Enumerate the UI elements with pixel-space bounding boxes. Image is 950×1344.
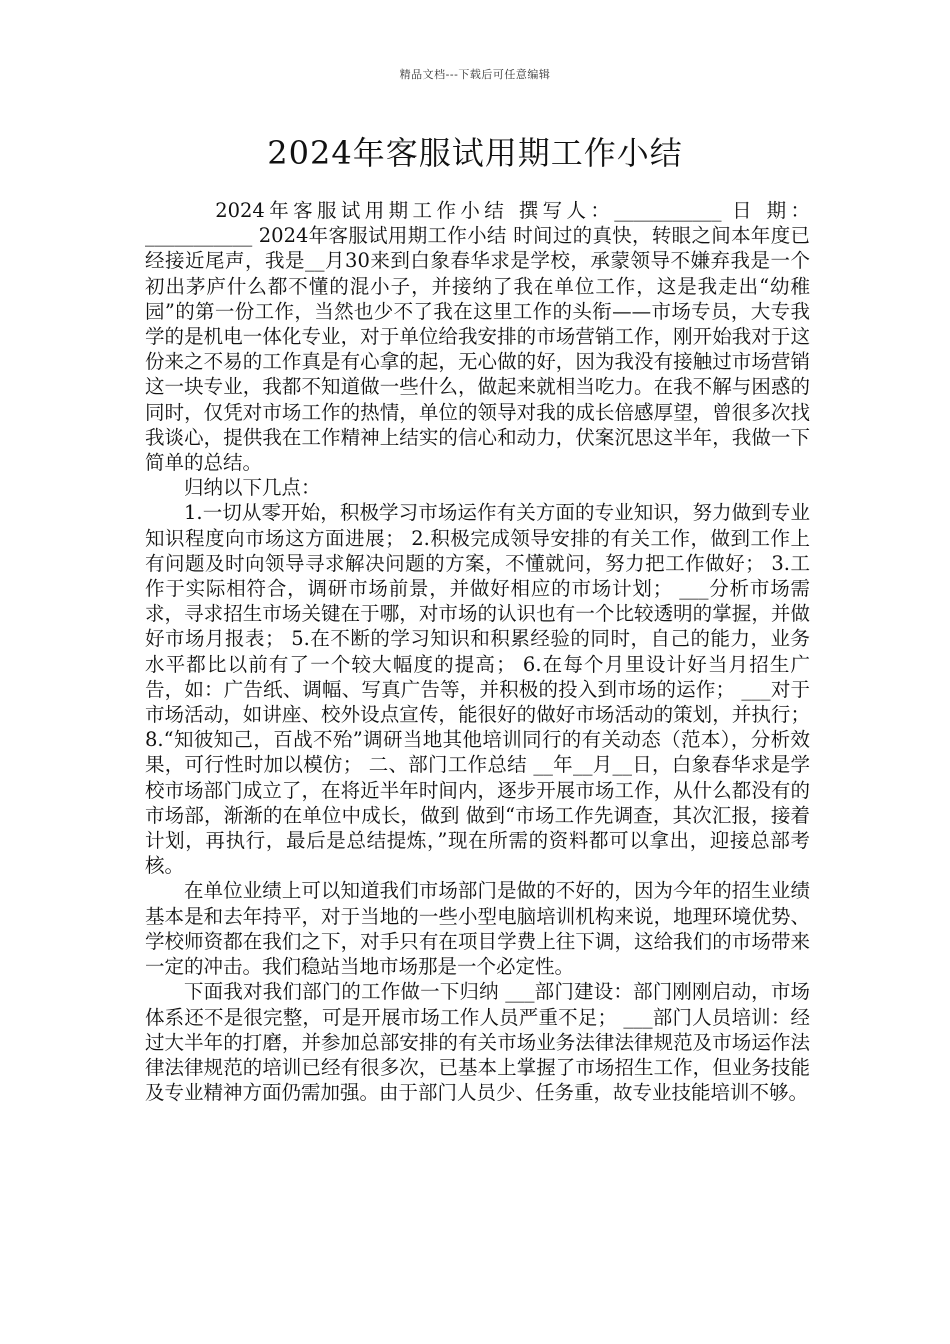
paragraph-intro: 2024年客服试用期工作小结 撰写人：___________ 日 期：___________ 2024年客服试用期工作小结 时间过的真快，转眼之间本年度已经接近尾声，我是__月30来到白象春华求是学校，承蒙领导不嫌弃我是一个初出茅庐什么都不懂的混小子，并接纳了我在单位工作，这是我走出“幼稚园”的第一份工作，当然也少不了我在这里工作的头衔——市场专员，大专我学的是机电一体化专业，对于单位给我安排的市场营销工作，刚开始我对于这份来之不易的工作真是有心拿的起，无心做的好，因为我没有接触过市场营销这一块专业，我都不知道做一些什么，做起来就相当吃力。在我不解与困惑的同时，仅凭对市场工作的热情，单位的领导对我的成长倍感厚望，曾很多次找我谈心，提供我在工作精神上结实的信心和动力，伏案沉思这半年，我做一下简单的总结。 bbox=[145, 199, 810, 475]
paragraph-summary-heading: 归纳以下几点： bbox=[184, 476, 321, 500]
paragraph-department: 下面我对我们部门的工作做一下归纳 ___部门建设：部门刚刚启动，市场体系还不是很完整，可是开展市场工作人员严重不足； ___部门人员培训：经过大半年的打磨，并参加总部安排的有关市场业务法律法律规范及市场运作法律法律规范的培训已经有很多次，已基本上掌握了市场招生工作，但业务技能及专业精神方面仍需加强。由于部门人员少、任务重，故专业技能培训不够。 bbox=[145, 980, 810, 1105]
paragraph-performance: 在单位业绩上可以知道我们市场部门是做的不好的，因为今年的招生业绩基本是和去年持平，对于当地的一些小型电脑培训机构来说，地理环境优势、学校师资都在我们之下，对手只有在项目学费上往下调，这给我们的市场带来一定的冲击。我们稳站当地市场那是一个必定性。 bbox=[145, 879, 810, 979]
header-note: 精品文档---下载后可任意编辑 bbox=[399, 68, 551, 81]
paragraph-points: 1.一切从零开始，积极学习市场运作有关方面的专业知识，努力做到专业知识程度向市场这方面进展； 2.积极完成领导安排的有关工作，做到工作上有问题及时向领导寻求解决问题的方案，不懂就问，努力把工作做好； 3.工作于实际相符合，调研市场前景，并做好相应的市场计划； ___分析市场需求，寻求招生市场关键在于哪，对市场的认识也有一个比较透明的掌握，并做好市场月报表； 5.在不断的学习知识和积累经验的同时，自己的能力，业务水平都比以前有了一个较大幅度的提高； 6.在每个月里设计好当月招生广告，如：广告纸、调幅、写真广告等，并积极的投入到市场的运作； ___对于市场活动，如讲座、校外设点宣传，能很好的做好市场活动的策划，并执行； 8.“知彼知己，百战不殆”调研当地其他培训同行的有关动态（范本），分析效果，可行性时加以模仿； 二、部门工作总结 __年__月__日，白象春华求是学校市场部门成立了，在将近半年时间内，逐步开展市场工作，从什么都没有的市场部，渐渐的在单位中成长，做到 做到“市场工作先调查，其次汇报，接着计划，再执行，最后是总结提炼，”现在所需的资料都可以拿出，迎接总部考核。 bbox=[145, 501, 810, 878]
document-title: 2024年客服试用期工作小结 bbox=[267, 134, 683, 172]
document-body bbox=[145, 198, 810, 1105]
